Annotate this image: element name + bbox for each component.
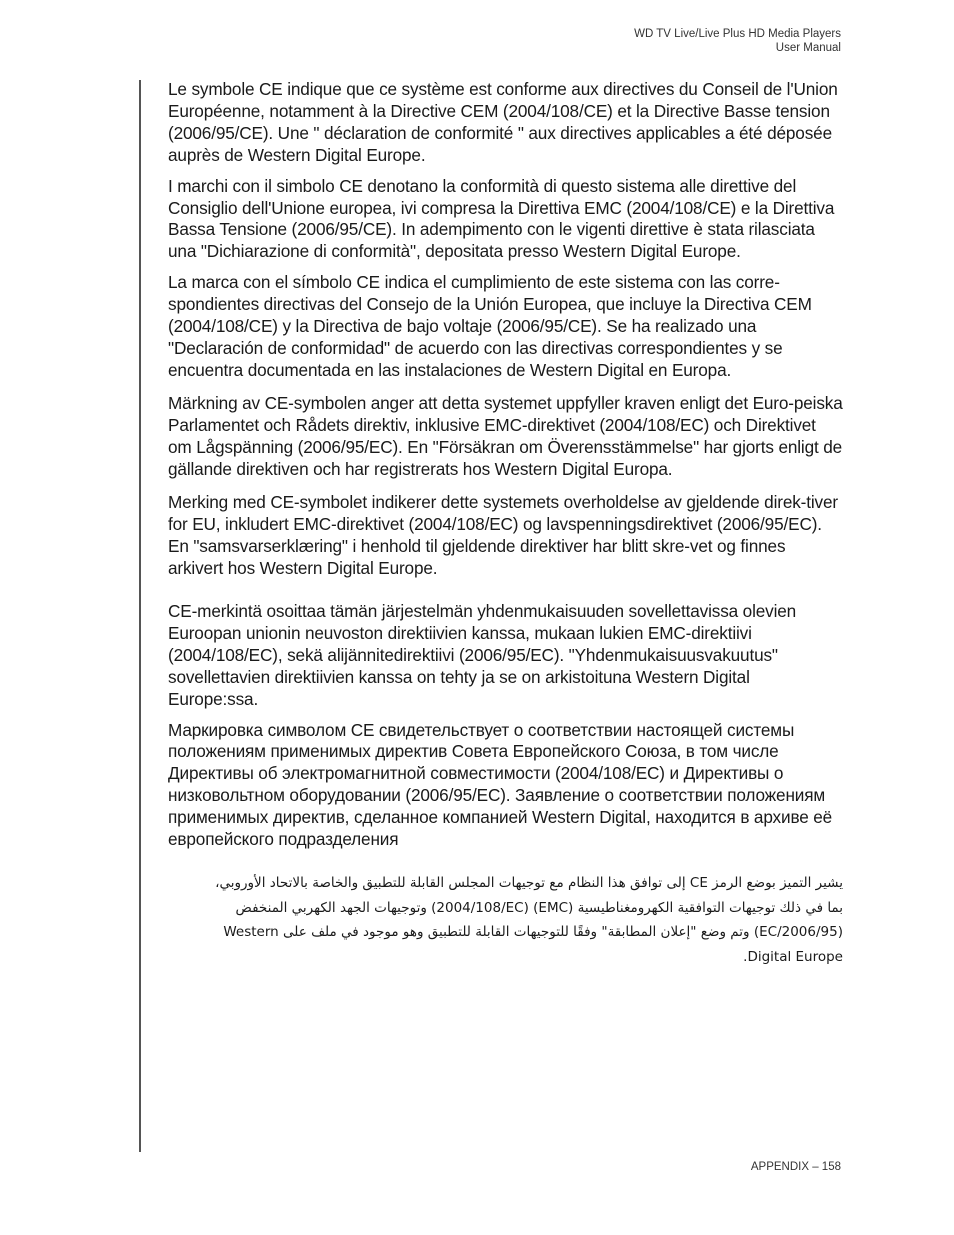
paragraph-finnish: CE-merkintä osoittaa tämän järjestelmän yhdenmukaisuuden sovellettavissa olevien Euroopan unionin neuvoston direktiivien kanssa, mukaan lukien EMC-direktiivi (2004/108/EC), sekä alijännitedirektiivi (2006/95/EC). "Yhdenmukaisuusvakuutus" sovellettavien direktiivien kanssa on tehty ja se on arkistoituna Western Digital Europe:ssa. bbox=[168, 601, 797, 709]
paragraph-norwegian: Merking med CE-symbolet indikerer dette systemets overholdelse av gjeldende direk-tiver for EU, inkludert EMC-direktivet (2004/108/EC) og lavspenningsdirektivet (2006/95/EC). En "samsvarserklæring" i henhold til gjeldende direktiver har blitt skre-vet og finnes arkivert hos Western Digital Europe. bbox=[168, 492, 838, 579]
left-margin-rule bbox=[139, 80, 141, 1152]
paragraph-french: Le symbole CE indique que ce système est conforme aux directives du Conseil de l'Union Européenne, notamment à la Directive CEM (2004/108/CE) et la Directive Basse tension (2006/95/CE). Une " déclaration de conformité " aux directives applicables a été déposée auprès de Western Digital Europe. bbox=[168, 79, 838, 165]
paragraph-arabic: يشير التميز بوضع الرمز CE إلى توافق هذا النظام مع توجيهات المجلس القابلة للتطبيق والخاصة بالاتحاد الأوروبي، بما في ذلك توجيهات التوافقية الكهرومغناطيسية (EMC) (2004/108/EC) وتوجيهات الجهد الكهربي المنخفض (2006/95/EC) وتم وضع "إعلان المطابقة" وفقًا للتوجيهات القابلة للتطبيق وهو موجود في ملف على Western Digital Europe. bbox=[215, 875, 843, 965]
paragraph-russian: Маркировка символом CE свидетельствует о соответствии настоящей системы положениям применимых директив Совета Европейского Союза, в том числе Директивы об электромагнитной совместимости (2004/108/EC) и Директивы о низковольтном оборудовании (2006/95/EC). Заявление о соответствии положениям применимых директив, сделанное компанией Western Digital, находится в архиве её европейского подразделения bbox=[168, 719, 833, 850]
header-product-title: WD TV Live/Live Plus HD Media Players bbox=[634, 28, 841, 40]
page-body bbox=[168, 79, 843, 969]
paragraph-italian: I marchi con il simbolo CE denotano la conformità di questo sistema alle direttive del Consiglio dell'Unione europea, ivi compresa la Direttiva EMC (2004/108/CE) e la Direttiva Bassa Tensione (2006/95/CE). In adempimento con le vigenti direttive è stata rilasciata una "Dichiarazione di conformità", depositata presso Western Digital Europe. bbox=[168, 175, 835, 262]
page-footer: APPENDIX – 158 bbox=[750, 1161, 841, 1173]
paragraph-spanish: La marca con el símbolo CE indica el cumplimiento de este sistema con las corre-spondientes directivas del Consejo de la Unión Europea, que incluye la Directiva CEM (2004/108/CE) y la Directiva de bajo voltaje (2006/95/CE). Se ha realizado una "Declaración de conformidad" de acuerdo con las directivas correspondientes y se encuentra documentada en las instalaciones de Western Digital en Europa. bbox=[168, 272, 812, 380]
page-header bbox=[634, 27, 841, 55]
header-doc-type: User Manual bbox=[775, 42, 841, 54]
paragraph-swedish: Märkning av CE-symbolen anger att detta systemet uppfyller kraven enligt det Euro-peiska Parlamentet och Rådets direktiv, inklusive EMC-direktivet (2004/108/EC) och Direktivet om Lågspänning (2006/95/EC). En "Försäkran om Överensstämmelse" har gjorts enligt de gällande direktiven och har registrerats hos Western Digital Europa. bbox=[168, 392, 843, 479]
